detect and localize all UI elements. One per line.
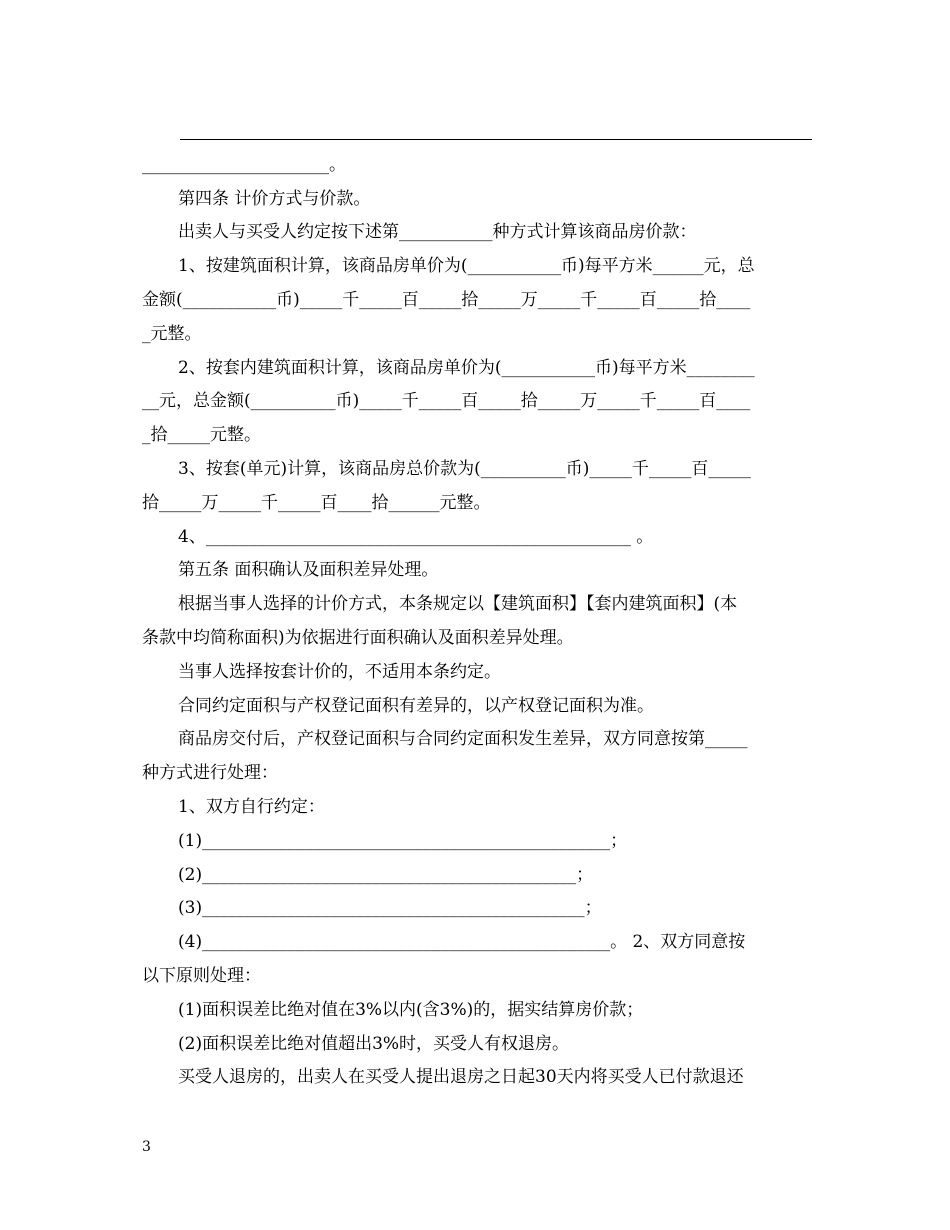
text-line: 买受人退房的，出卖人在买受人提出退房之日起30天内将买受人已付款退还 [178, 1067, 744, 1088]
contract-body [142, 115, 812, 1095]
text-line: 根据当事人选择的计价方式，本条规定以【建筑面积】【套内建筑面积】(本 [178, 594, 738, 615]
text-line: 4、__________________________________________________ 。 [178, 526, 654, 547]
text-line: 种方式进行处理： [142, 763, 278, 784]
text-line: 拾_____万_____千_____百____拾______元整。 [142, 492, 491, 513]
text-line: __元，总金额(__________币)_____千_____百_____拾_____万_____千_____百____ [142, 391, 751, 412]
text-line: 1、按建筑面积计算，该商品房单价为(___________币)每平方米______元，总 [178, 256, 755, 277]
text-line: 条款中均简称面积)为依据进行面积确认及面积差异处理。 [142, 627, 574, 648]
text-line: 1、双方自行约定： [178, 796, 325, 817]
page-number: 3 [142, 1139, 151, 1155]
text-line: 3、按套(单元)计算，该商品房总价款为(__________币)_____千_____百_____ [178, 458, 751, 479]
text-line: 以下原则处理： [142, 965, 261, 986]
text-line: 金额(___________币)_____千_____百_____拾_____万_____千_____百_____拾____ [142, 289, 751, 310]
text-line: 第五条 面积确认及面积差异处理。 [178, 560, 439, 581]
text-line: (2)____________________________________________； [178, 864, 594, 885]
text-line: 第四条 计价方式与价款。 [178, 188, 371, 209]
text-line: (3)_____________________________________________； [178, 898, 602, 919]
text-line: 商品房交付后，产权登记面积与合同约定面积发生差异，双方同意按第_____ [178, 729, 748, 750]
text-line: _元整。 [142, 323, 202, 344]
text-line: (1)面积误差比绝对值在3%以内(含3%)的，据实结算房价款； [178, 999, 644, 1020]
text-line: ______________________。 [142, 154, 346, 175]
text-line: 合同约定面积与产权登记面积有差异的，以产权登记面积为准。 [178, 695, 654, 716]
text-line: 2、按套内建筑面积计算，该商品房单价为(___________币)每平方米________ [178, 357, 755, 378]
text-line: _拾_____元整。 [142, 425, 261, 446]
text-line: (4)________________________________________________。 2、双方同意按 [178, 932, 746, 953]
text-line: (1)________________________________________________； [178, 830, 628, 851]
text-line: (2)面积误差比绝对值超出3%时，买受人有权退房。 [178, 1033, 570, 1054]
text-line [142, 115, 812, 149]
text-line: 出卖人与买受人约定按下述第___________种方式计算该商品房价款： [178, 222, 697, 243]
text-line: 当事人选择按套计价的，不适用本条约定。 [178, 661, 501, 682]
